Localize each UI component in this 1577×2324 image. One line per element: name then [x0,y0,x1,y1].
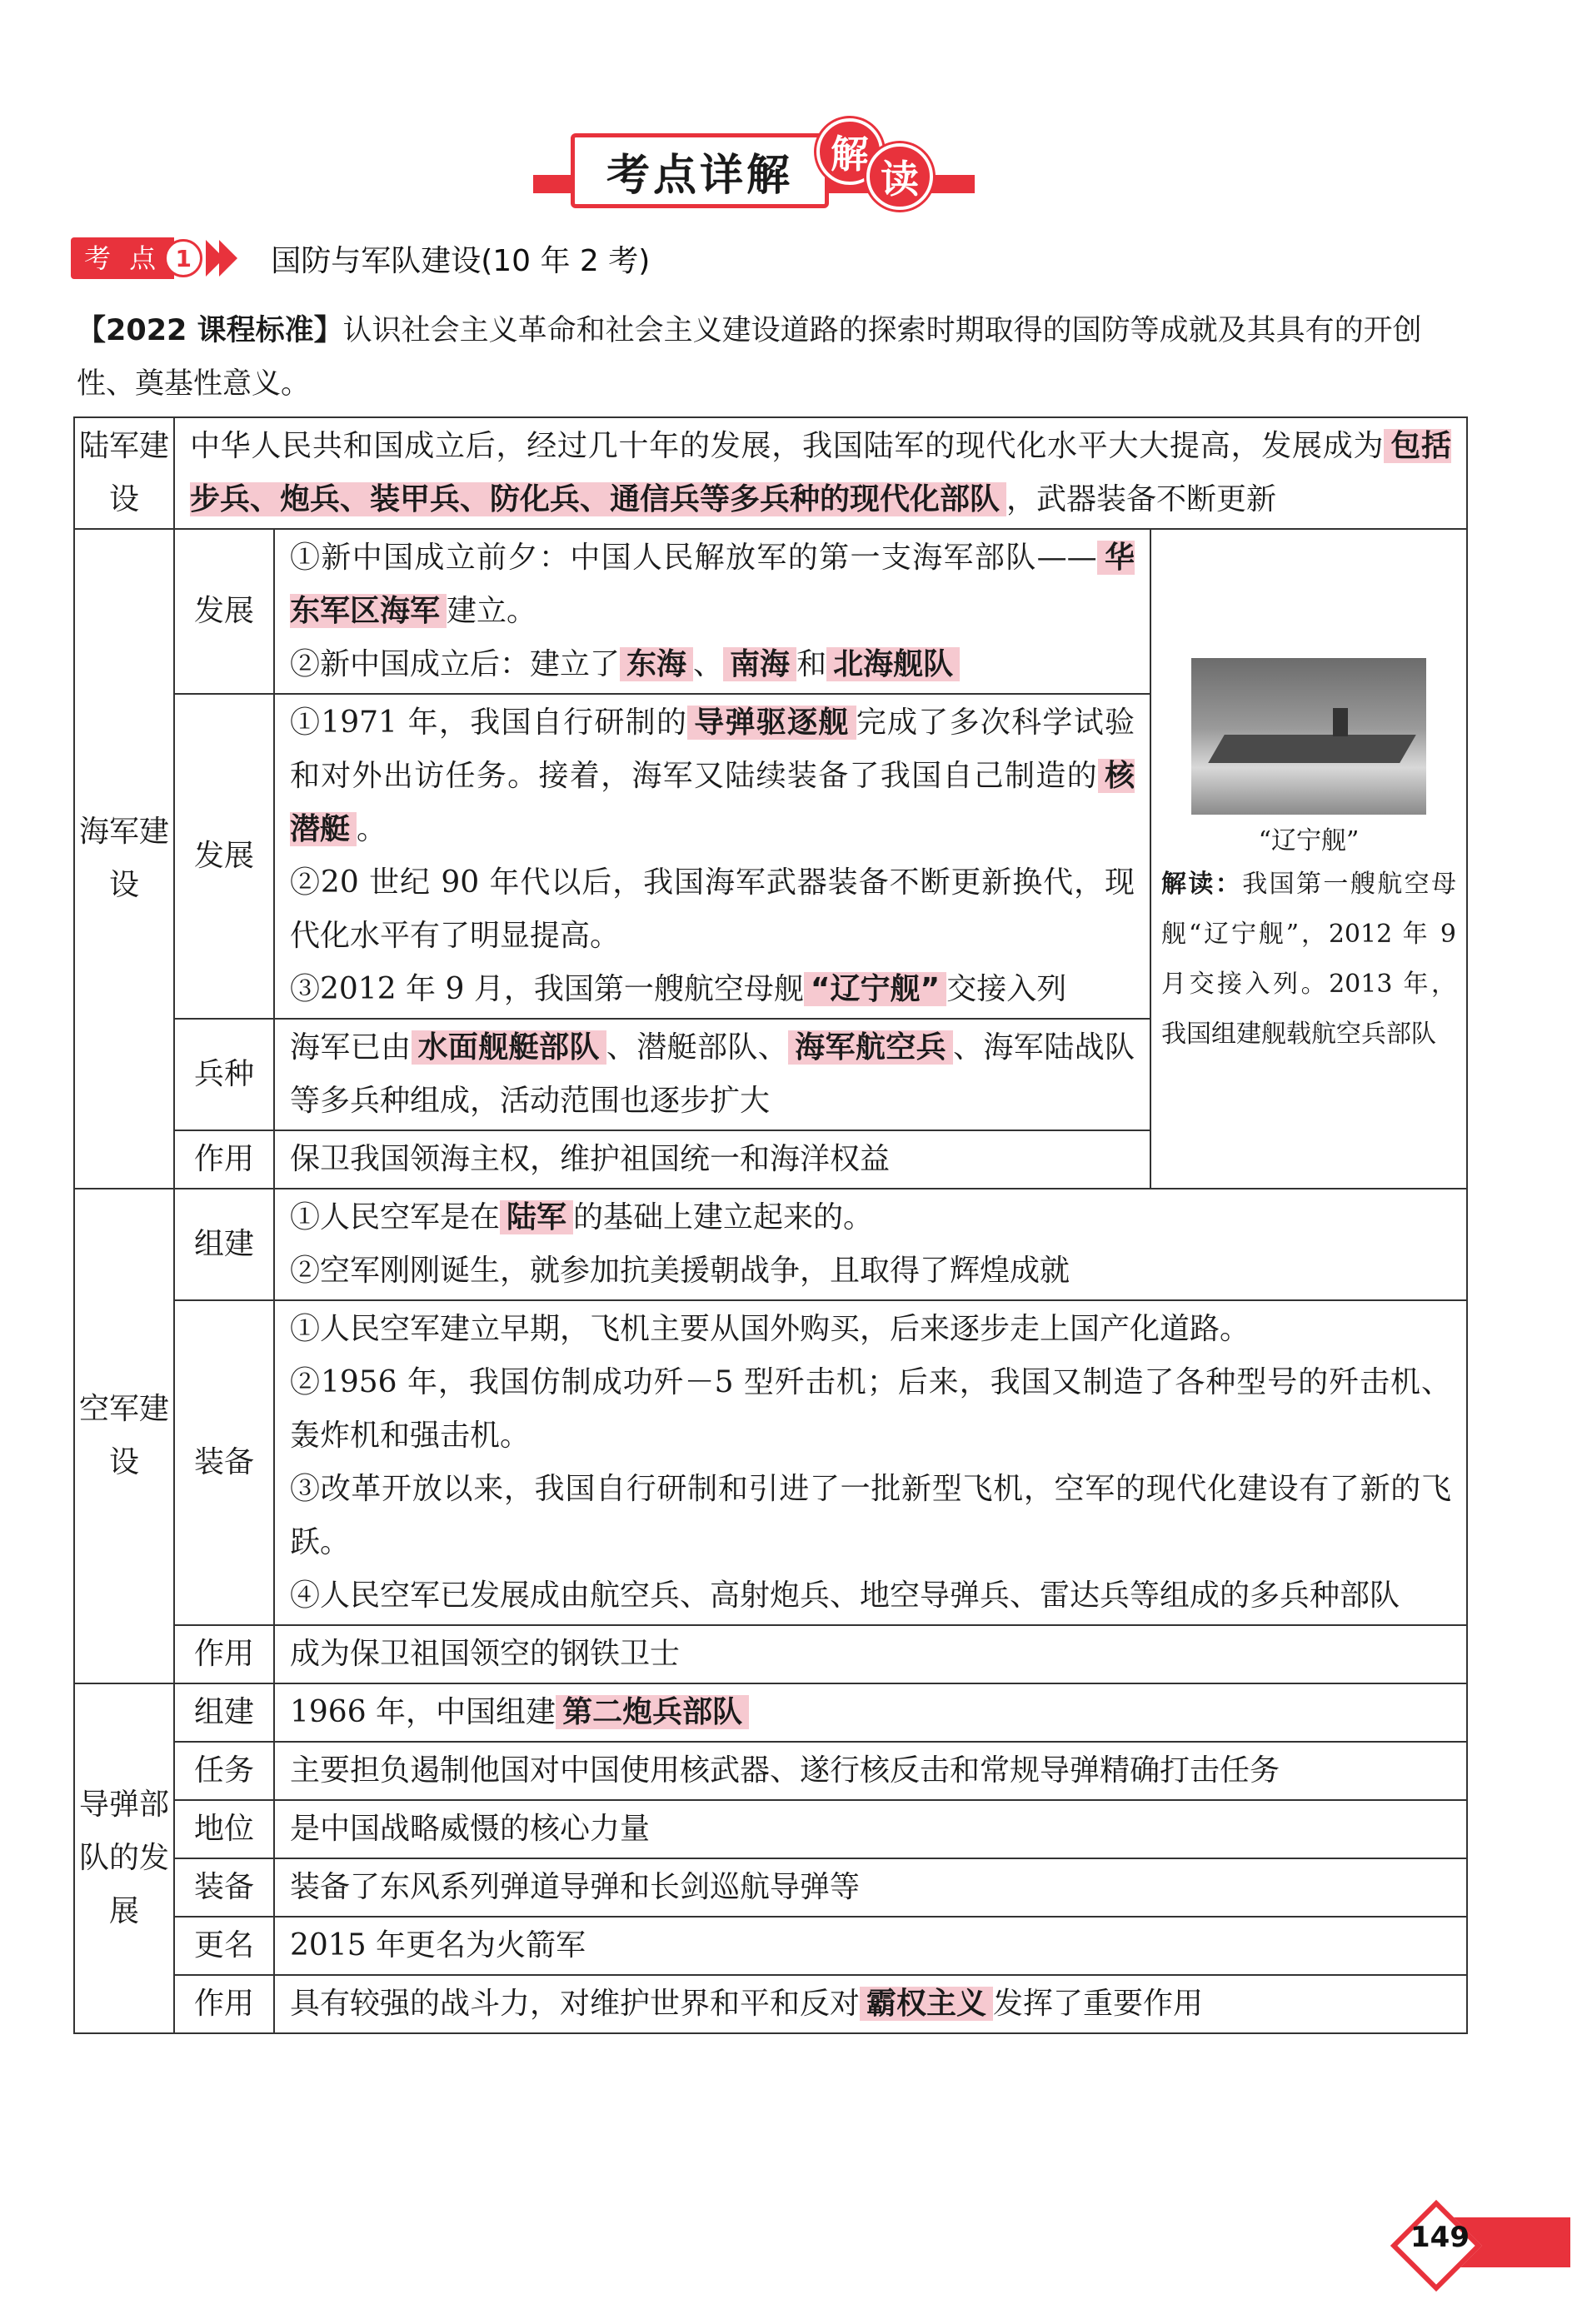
text: 、潜艇部队、 [606,1030,789,1065]
text: 。 [357,812,387,846]
missile-r5-label: 更名 [174,1917,274,1975]
banner-circle-2: 读 [866,143,933,210]
text: ②空军刚刚诞生，就参加抗美援朝战争，且取得了辉煌成就 [290,1254,1070,1288]
navy-r2-content [274,694,1150,1019]
table-row [74,1975,1467,2033]
navy-r1-label: 发展 [174,529,274,694]
highlight: 海军航空兵 [788,1030,953,1065]
table-row [74,1625,1467,1683]
missile-r2-content: 主要担负遏制他国对中国使用核武器、遂行核反击和常规导弹精确打击任务 [274,1742,1467,1800]
kaodian-header [71,237,650,279]
highlight: 核潜艇 [290,759,1135,846]
airforce-r3-content: 成为保卫祖国领空的钢铁卫士 [274,1625,1467,1683]
text: ③2012 年 9 月，我国第一艘航空母舰 [290,972,804,1006]
kaodian-number: 1 [164,239,202,277]
note-text: 我国第一艘航空母舰“辽宁舰”，2012 年 9 月交接入列。2013 年，我国组建舰载航空兵部队 [1161,870,1457,1049]
text: ④人民空军已发展成由航空兵、高射炮兵、地空导弹兵、雷达兵等组成的多兵种部队 [290,1578,1400,1613]
text: 具有较强的战斗力，对维护世界和平和反对 [290,1987,861,2021]
text: ②1956 年，我国仿制成功歼－5 型歼击机；后来，我国又制造了各种型号的歼击机、轰炸机和强击机。 [290,1365,1451,1453]
note-label: 解读： [1161,870,1243,899]
photo-caption: “辽宁舰” [1258,826,1360,855]
navy-head: 海军建设 [74,529,174,1189]
airforce-r2-label: 装备 [174,1300,274,1625]
text: 、海军陆战队等多兵种组成，活动范围也逐步扩大 [290,1030,1135,1118]
text: 海军已由 [290,1030,412,1065]
standard-text: 认识社会主义革命和社会主义建设道路的探索时期取得的国防等成就及其具有的开创性、奠基性意义。 [77,314,1422,401]
liaoning-sidebar [1150,529,1467,1189]
navy-r3-content [274,1019,1150,1130]
highlight: 水面舰艇部队 [412,1030,606,1065]
navy-r4-label: 作用 [174,1130,274,1189]
missile-r6-label: 作用 [174,1975,274,2033]
text: 和 [796,647,827,681]
banner-title: 考点详解 [571,133,829,208]
missile-r4-content: 装备了东风系列弹道导弹和长剑巡航导弹等 [274,1858,1467,1917]
army-head: 陆军建设 [74,417,174,529]
missile-r1-label: 组建 [174,1683,274,1742]
highlight: 霸权主义 [860,1987,993,2021]
text: ①人民空军建立早期，飞机主要从国外购买，后来逐步走上国产化道路。 [290,1312,1250,1346]
highlight: 第二炮兵部队 [556,1695,749,1729]
table-row [74,529,1467,694]
standard-label: 【2022 课程标准】 [77,314,343,347]
missile-r3-content: 是中国战略威慑的核心力量 [274,1800,1467,1858]
page-number-badge [1379,2209,1570,2276]
army-highlight: 包括步兵、炮兵、装甲兵、防化兵、通信兵等多兵种的现代化部队 [190,429,1451,516]
table-row [74,1800,1467,1858]
text: ①人民空军是在 [290,1200,501,1234]
airforce-r2-content [274,1300,1467,1625]
photo-note [1161,860,1456,1060]
highlight: 南海 [723,647,796,681]
text: 、 [693,647,724,681]
table-row [74,1300,1467,1625]
navy-r1-content [274,529,1150,694]
highlight: 北海舰队 [826,647,960,681]
text: 发挥了重要作用 [993,1987,1204,2021]
missile-r4-label: 装备 [174,1858,274,1917]
kaodian-tag: 考 点 [71,237,174,279]
curriculum-standard [77,304,1468,411]
table-row [74,1683,1467,1742]
navy-r2-label: 发展 [174,694,274,1019]
section-banner [533,125,975,204]
airforce-head: 空军建设 [74,1189,174,1683]
airforce-r3-label: 作用 [174,1625,274,1683]
army-content [174,417,1467,529]
table-row [74,1917,1467,1975]
navy-r4-content: 保卫我国领海主权，维护祖国统一和海洋权益 [274,1130,1150,1189]
highlight: 华东军区海军 [290,541,1135,628]
airforce-r1-label: 组建 [174,1189,274,1300]
page-number: 149 [1410,2221,1470,2254]
aircraft-carrier-photo [1191,658,1426,815]
text: ①1971 年，我国自行研制的 [290,706,688,740]
table-row [74,1858,1467,1917]
airforce-r1-content [274,1189,1467,1300]
missile-r3-label: 地位 [174,1800,274,1858]
highlight: “辽宁舰” [804,972,946,1006]
carrier-island [1333,708,1348,736]
text: 交接入列 [946,972,1067,1006]
missile-head: 导弹部队的发展 [74,1683,174,2033]
text: 完成了多次科学试验和对外出访任务。接着，海军又陆续装备了我国自己制造的 [290,706,1135,793]
knowledge-table [73,416,1468,2034]
table-row [74,1742,1467,1800]
highlight: 东海 [620,647,693,681]
text: ②20 世纪 90 年代以后，我国海军武器装备不断更新换代，现代化水平有了明显提高。 [290,865,1135,953]
carrier-deck [1208,735,1416,763]
navy-r3-label: 兵种 [174,1019,274,1130]
arrow-icon [219,240,237,277]
kaodian-title: 国防与军队建设(10 年 2 考) [271,243,651,278]
table-row [74,1189,1467,1300]
text: 的基础上建立起来的。 [573,1200,874,1234]
text: ②新中国成立后：建立了 [290,647,621,681]
missile-r6-content [274,1975,1467,2033]
highlight: 导弹驱逐舰 [687,706,856,740]
missile-r5-content: 2015 年更名为火箭军 [274,1917,1467,1975]
missile-r2-label: 任务 [174,1742,274,1800]
highlight: 陆军 [500,1200,573,1234]
army-text-1: 中华人民共和国成立后，经过几十年的发展，我国陆军的现代化水平大大提高，发展成为 [190,429,1385,463]
text: ①新中国成立前夕：中国人民解放军的第一支海军部队—— [290,541,1097,575]
table-row [74,417,1467,529]
army-text-2: ，武器装备不断更新 [1006,482,1277,516]
text: ③改革开放以来，我国自行研制和引进了一批新型飞机，空军的现代化建设有了新的飞跃。 [290,1472,1451,1559]
text: 1966 年，中国组建 [290,1695,556,1729]
banner-circle-1: 解 [816,118,883,185]
text: 建立。 [447,594,537,628]
missile-r1-content [274,1683,1467,1742]
